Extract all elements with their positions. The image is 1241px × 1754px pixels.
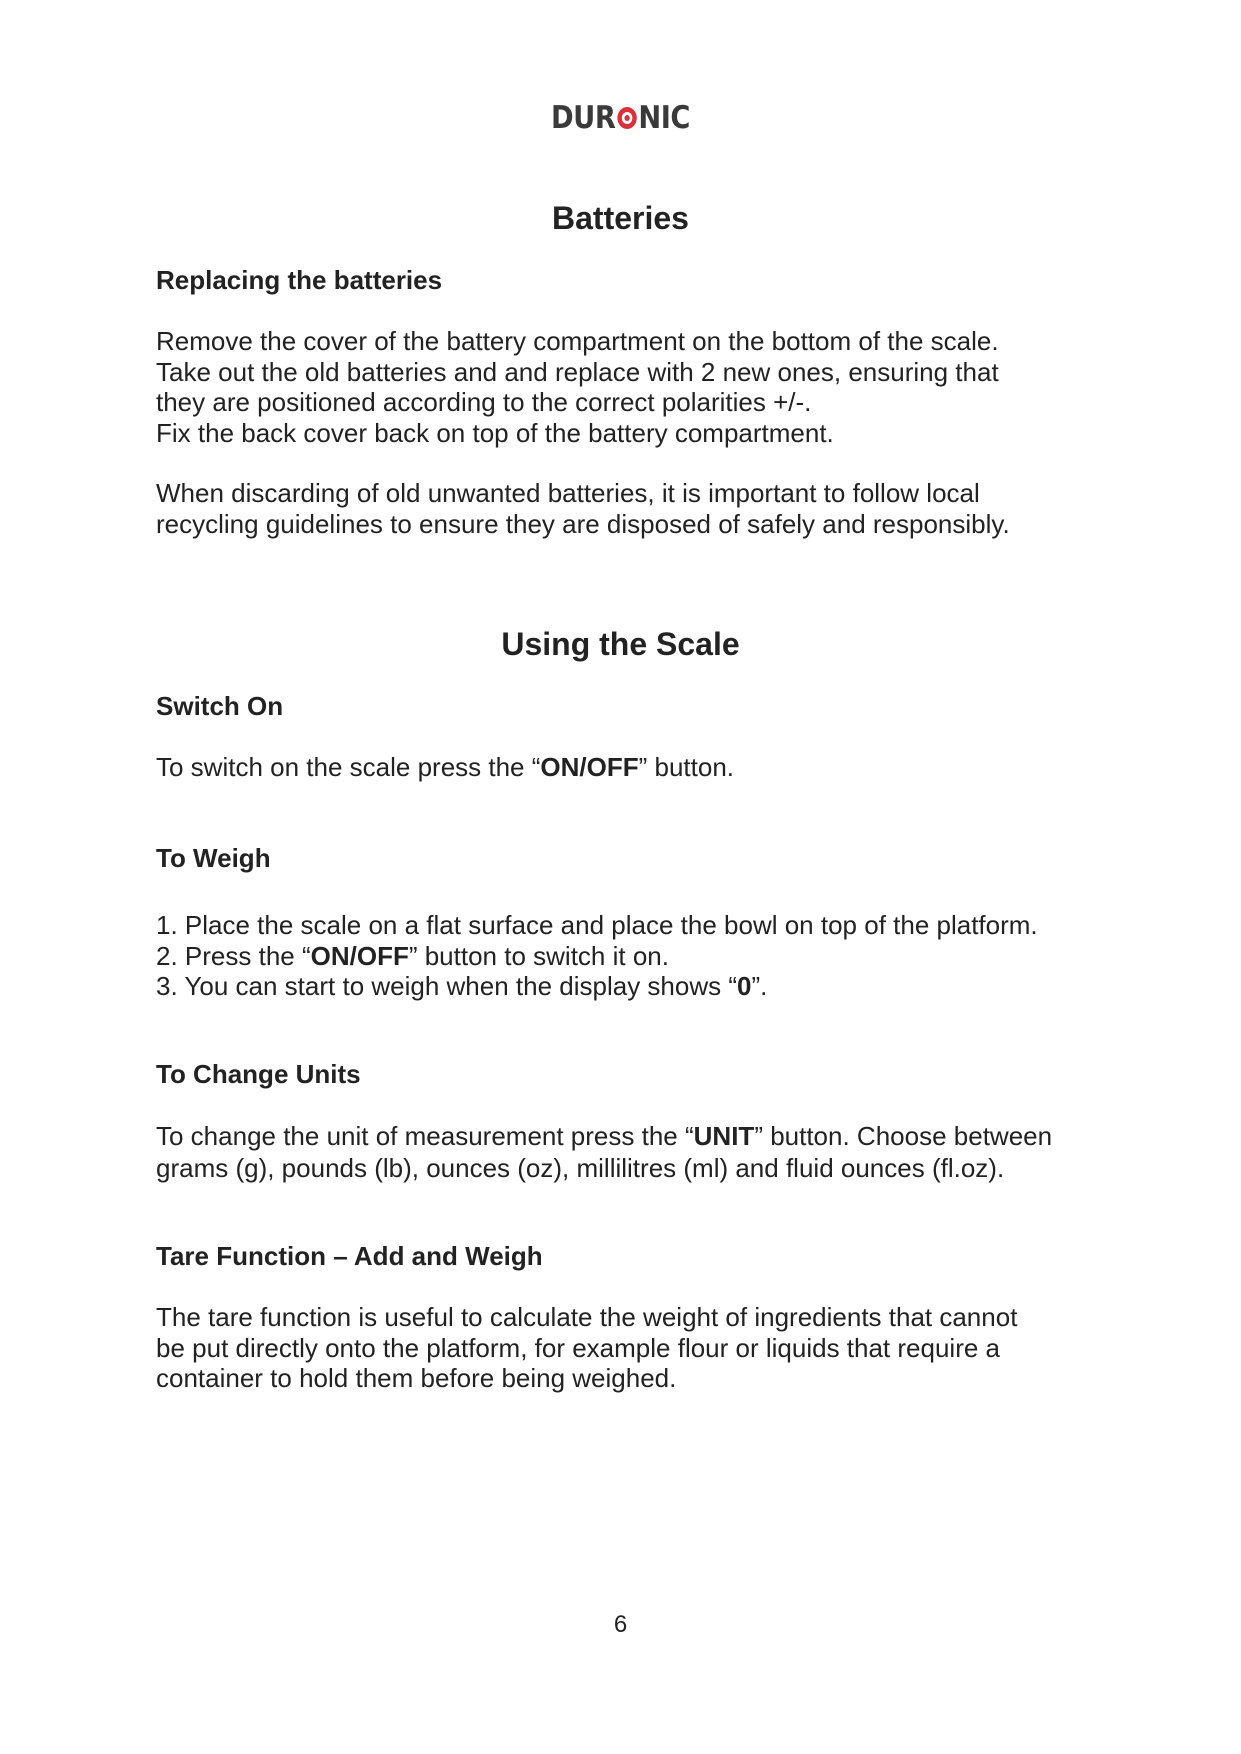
- text-fragment: ” button. Choose between: [754, 1121, 1053, 1151]
- heading-change-units: To Change Units: [156, 1059, 361, 1089]
- weigh-steps: [156, 910, 1136, 1002]
- change-units-text: [156, 1120, 1136, 1184]
- logo-text-right: NIC: [638, 100, 691, 136]
- text-fragment: 2. Press the “: [156, 940, 311, 971]
- text-line: they are positioned according to the correct polarities +/-.: [156, 387, 812, 417]
- text-line: grams (g), pounds (lb), ounces (oz), millilitres (ml) and fluid ounces (fl.oz).: [156, 1153, 1005, 1183]
- display-zero-value: 0: [737, 971, 752, 1001]
- replacing-instructions: [156, 326, 1136, 448]
- section-title-using-scale: Using the Scale: [501, 626, 740, 662]
- step-2: [156, 941, 1136, 972]
- onoff-button-label: ON/OFF: [310, 940, 409, 971]
- heading-tare-function: Tare Function – Add and Weigh: [156, 1241, 543, 1271]
- text-line: Remove the cover of the battery compartment on the bottom of the scale.: [156, 326, 999, 356]
- text-fragment: ”.: [751, 971, 768, 1001]
- text-line: be put directly onto the platform, for example flour or liquids that require a: [156, 1332, 1000, 1363]
- text-line: When discarding of old unwanted batteries, it is important to follow local: [156, 478, 980, 508]
- disposal-note: [156, 478, 1136, 539]
- text-line: The tare function is useful to calculate the weight of ingredients that cannot: [156, 1302, 1018, 1332]
- text-fragment: ” button to switch it on.: [408, 940, 669, 971]
- text-line: Take out the old batteries and and replace with 2 new ones, ensuring that: [156, 356, 999, 387]
- step-1: 1. Place the scale on a flat surface and place the bowl on top of the platform.: [156, 910, 1038, 940]
- text-line: container to hold them before being weighed.: [156, 1363, 677, 1393]
- unit-button-label: UNIT: [693, 1121, 755, 1151]
- onoff-button-label: ON/OFF: [540, 752, 639, 782]
- page-number: 6: [613, 1611, 628, 1638]
- power-ring-icon: [617, 107, 636, 129]
- heading-to-weigh: To Weigh: [156, 843, 271, 873]
- text-line: [156, 1120, 1136, 1152]
- heading-switch-on: Switch On: [156, 691, 284, 721]
- text-fragment: 3. You can start to weigh when the display shows “: [156, 971, 738, 1001]
- step-3: [156, 971, 1136, 1002]
- text-line: [156, 752, 1136, 783]
- text-fragment: To change the unit of measurement press the “: [156, 1121, 694, 1151]
- tare-text: [156, 1302, 1136, 1394]
- switch-on-text: [156, 752, 1136, 783]
- text-fragment: To switch on the scale press the “: [156, 752, 541, 782]
- text-line: recycling guidelines to ensure they are disposed of safely and responsibly.: [156, 508, 1010, 539]
- heading-replacing-batteries: Replacing the batteries: [156, 265, 443, 295]
- text-line: Fix the back cover back on top of the battery compartment.: [156, 417, 834, 448]
- logo-text-left: DUR: [550, 100, 616, 136]
- text-fragment: ” button.: [638, 752, 735, 782]
- brand-logo: [74, 98, 1166, 138]
- section-title-batteries: Batteries: [552, 200, 689, 236]
